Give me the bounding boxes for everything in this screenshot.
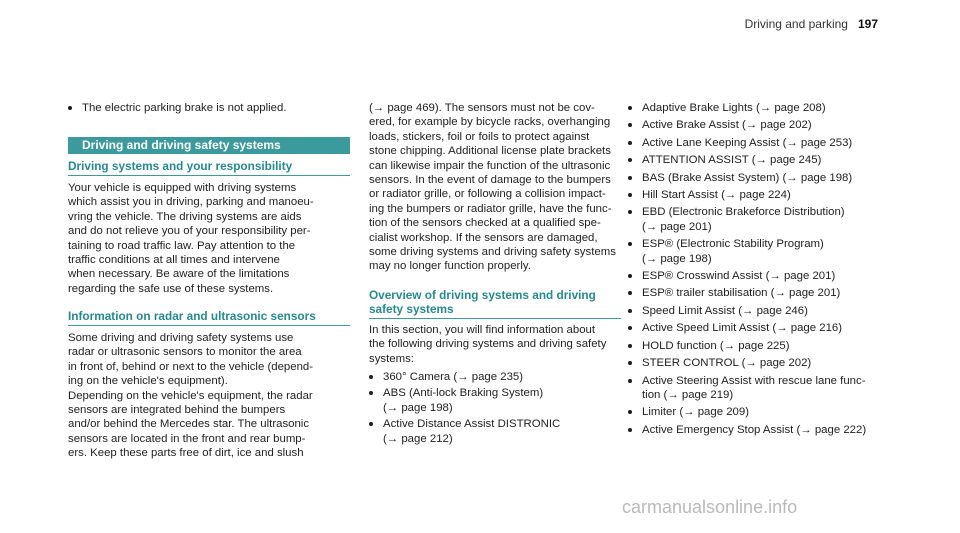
list-item: Active Lane Keeping Assist (→ page 253) [628,136,890,150]
page-number: 197 [857,17,878,31]
subheading-responsibility: Driving systems and your responsibility [68,159,350,176]
section-heading-bar: Driving and driving safety systems [68,137,350,154]
list-item: ESP® trailer stabilisation (→ page 201) [628,286,890,300]
paragraph-overview: In this section, you will find information about the following driving systems and driving safety systems: [369,324,607,365]
list-item: Adaptive Brake Lights (→ page 208) [628,101,890,115]
list-item: The electric parking brake is not applied. [68,101,350,115]
list-item: Hill Start Assist (→ page 224) [628,188,890,202]
list-item: ATTENTION ASSIST (→ page 245) [628,153,890,167]
list-item: Limiter (→ page 209) [628,405,890,419]
list-item: BAS (Brake Assist System) (→ page 198) [628,171,890,185]
paragraph-sensors: Some driving and driving safety systems use radar or ultrasonic sensors to monitor the area in front of, behind or next to the vehicle (depend- ing on the vehicle's equipment). Depending on the vehicle's equipment, the radar sensors are integrated behind the bumpers and/or behind the Mercedes star. The ultrasonic sensors are located in the front and rear bump- ers. Keep these parts free of dirt, ice and slush [68,332,314,460]
header-section-title: Driving and parking [744,17,848,31]
page-header [745,17,878,31]
list-item: 360° Camera (→ page 235) [369,370,621,384]
list-item: ESP® Crosswind Assist (→ page 201) [628,269,890,283]
systems-list-part2 [628,101,890,437]
list-item: STEER CONTROL (→ page 202) [628,356,890,370]
paragraph-responsibility: Your vehicle is equipped with driving systems which assist you in driving, parking and manoeu- vring the vehicle. The driving systems are aids and do not relieve you of your responsibility per- taining to road traffic law. Pay attention to the traffic conditions at all times and intervene when necessary. Be aware of the limitations regarding the safe use of these systems. [68,182,314,295]
subheading-overview: Overview of driving systems and driving safety systems [369,288,621,319]
list-item: Active Distance Assist DISTRONIC (→ page 212) [369,417,621,446]
list-item: Active Emergency Stop Assist (→ page 222) [628,423,890,437]
list-item: Active Speed Limit Assist (→ page 216) [628,321,890,335]
list-item: ABS (Anti-lock Braking System) (→ page 198) [369,386,621,415]
subheading-sensors: Information on radar and ultrasonic sensors [68,309,350,326]
list-item: Active Steering Assist with rescue lane func- tion (→ page 219) [628,374,890,403]
paragraph-sensors-continued: (→ page 469). The sensors must not be cov- ered, for example by bicycle racks, overhanging loads, stickers, foil or foils to protect against stone chipping. Additional license plate brackets can likewise impair the function of the ultrasonic sensors. In the event of damage to the bumpers or radiator grille, or following a collision impact- ing the bumpers or radiator grille, have the func- tion of the sensors checked at a qualified spe- cialist workshop. If the sensors are damaged, some driving systems and driving safety systems may no longer function properly. [369,102,616,273]
list-item: EBD (Electronic Brakeforce Distribution) (→ page 201) [628,205,890,234]
list-item: Active Brake Assist (→ page 202) [628,118,890,132]
list-item: HOLD function (→ page 225) [628,339,890,353]
systems-list-part1 [369,370,621,446]
list-item: Speed Limit Assist (→ page 246) [628,304,890,318]
top-bullet-list [68,101,350,115]
list-item: ESP® (Electronic Stability Program) (→ page 198) [628,237,890,266]
watermark: carmanualsonline.info [622,497,798,517]
